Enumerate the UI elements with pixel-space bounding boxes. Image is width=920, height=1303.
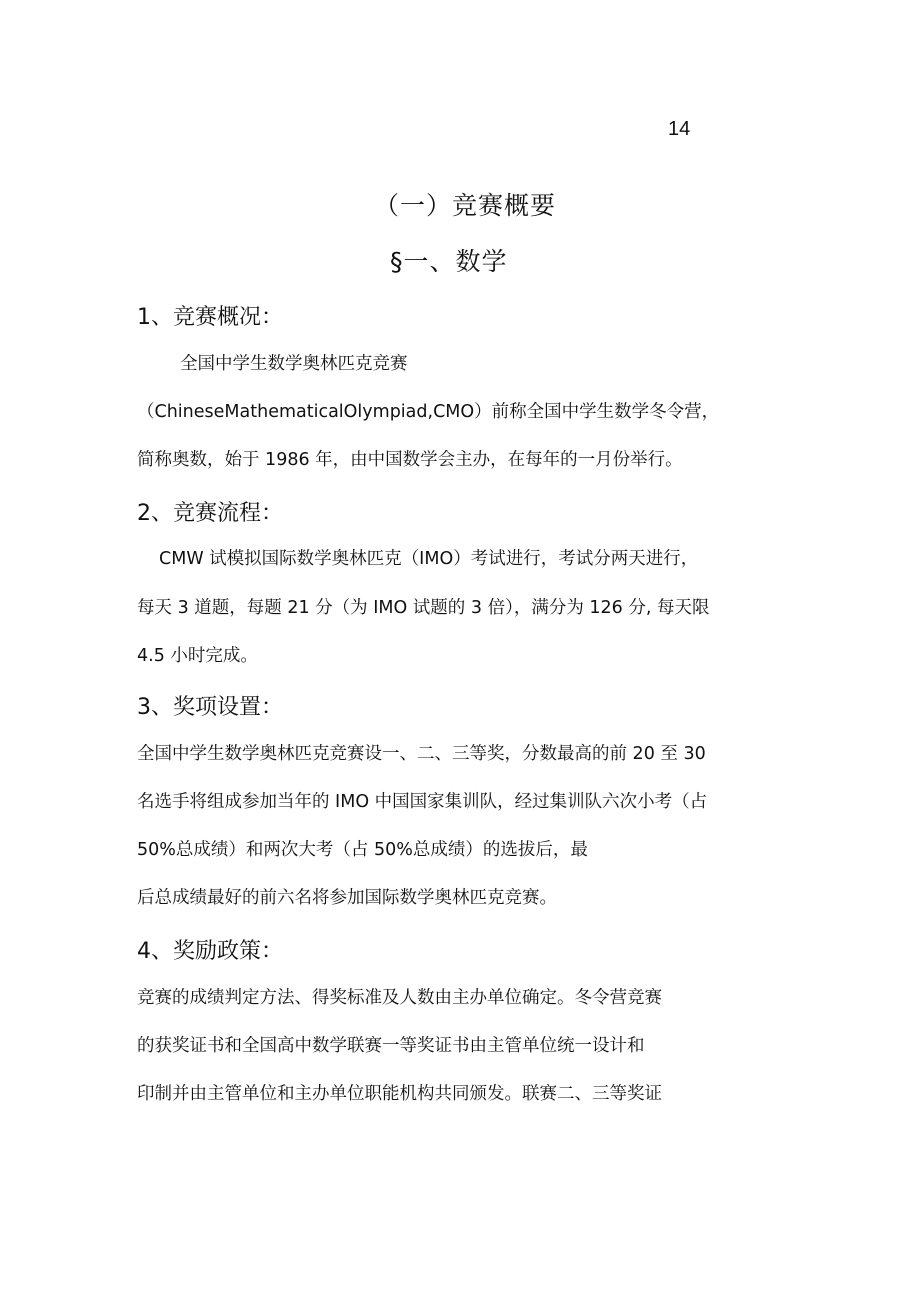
section-heading-4: 4、奖励政策：: [137, 939, 283, 964]
paragraph-line: 简称奥数，始于 1986 年，由中国数学会主办，在每年的一月份举行。: [137, 450, 683, 470]
paragraph-line: 50%总成绩）和两次大考（占 50%总成绩）的选拔后，最: [137, 840, 588, 860]
paragraph-line: 竞赛的成绩判定方法、得奖标准及人数由主办单位确定。冬令营竞赛: [137, 988, 662, 1008]
paragraph-line: 每天 3 道题，每题 21 分（为 IMO 试题的 3 倍），满分为 126 分, 每天限: [137, 598, 710, 618]
paragraph-line: 全国中学生数学奥林匹克竞赛: [180, 354, 408, 374]
paragraph-line: 的获奖证书和全国高中数学联赛一等奖证书由主管单位统一设计和: [137, 1036, 645, 1056]
paragraph-line: （ChineseMathematicalOlympiad,CMO）前称全国中学生数学冬令营，: [137, 402, 720, 422]
page-subtitle: §一、数学: [390, 247, 508, 276]
paragraph-line: 名选手将组成参加当年的 IMO 中国国家集训队，经过集训队六次小考（占: [137, 792, 708, 812]
page-title: （一）竞赛概要: [374, 191, 557, 220]
paragraph-line: 全国中学生数学奥林匹克竞赛设一、二、三等奖，分数最高的前 20 至 30: [137, 744, 706, 764]
paragraph-line: 4.5 小时完成。: [137, 646, 258, 666]
paragraph-line: 印制并由主管单位和主办单位职能机构共同颁发。联赛二、三等奖证: [137, 1084, 662, 1104]
section-heading-1: 1、竞赛概况：: [137, 305, 283, 330]
paragraph-line: 后总成绩最好的前六名将参加国际数学奥林匹克竞赛。: [137, 888, 557, 908]
section-heading-3: 3、奖项设置：: [137, 695, 283, 720]
section-heading-2: 2、竞赛流程：: [137, 501, 283, 526]
paragraph-line: CMW 试模拟国际数学奥林匹克（IMO）考试进行，考试分两天进行，: [159, 549, 699, 569]
page-number: 14: [668, 118, 691, 140]
